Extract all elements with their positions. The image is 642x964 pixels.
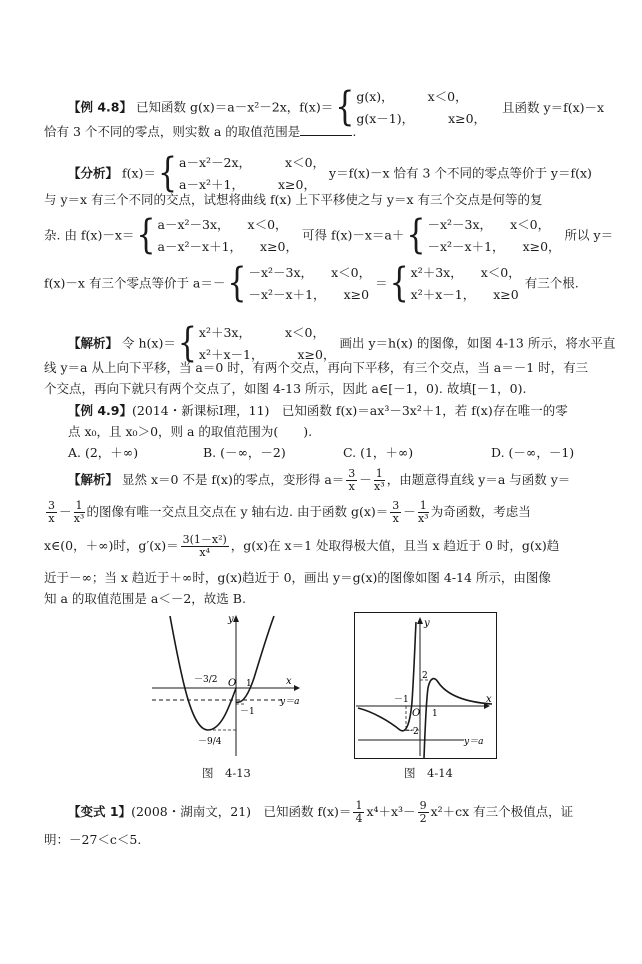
example-text: 恰有 3 个不同的零点，则实数 a 的取值范围是 [44, 124, 301, 139]
brace: { [136, 211, 156, 259]
y-axis-arrow [233, 615, 239, 622]
piece-expr: x²＋3x， [198, 325, 251, 340]
piecewise [179, 152, 325, 196]
brace: { [335, 83, 355, 131]
piece-cond: x＜0， [285, 325, 326, 340]
analysis-line-4 [44, 259, 579, 307]
piecewise [356, 86, 486, 130]
line-label: y＝a [280, 697, 300, 707]
piece-expr: x²＋x－1， [410, 287, 476, 302]
fraction: $\frac{\text{3(1－x²)}}{\text{x⁴}}$ [182, 533, 227, 560]
piece-cond: x＜0， [247, 217, 288, 232]
piece-cond: x＜0， [510, 217, 551, 232]
analysis-text: 杂. 由 f(x)－x＝ [44, 227, 135, 243]
solution-text: 显然 x＝0 不是 f(x)的零点，变形得 a＝ [122, 472, 345, 488]
piece-expr: x²＋3x， [410, 265, 463, 280]
solution-2-line-2 [44, 500, 531, 525]
tick-neg-2: －2 [404, 727, 419, 737]
example-tag: 【例 4.8】 [68, 99, 132, 115]
fraction: $\frac{3}{x}$ [48, 499, 55, 526]
piece-cond: x≥0， [278, 177, 316, 192]
fraction: $\frac{1}{4}$ [355, 799, 363, 826]
piecewise [248, 262, 371, 306]
minus-sign: － [59, 504, 72, 520]
piece-expr: a－x²－2x， [179, 155, 252, 170]
analysis-line-2: 与 y＝x 有三个不同的交点，试想将曲线 f(x) 上下平移使之与 y＝x 有三个交点是何等的复 [44, 192, 543, 207]
solution-text: 令 h(x)＝ [122, 335, 176, 351]
solution-text: 的图像有唯一交点且交点在 y 轴右边. 由于函数 g(x)＝ [86, 504, 389, 520]
piece-expr: a－x²－3x， [157, 217, 230, 232]
fraction: $\frac{1}{\text{x³}}$ [73, 499, 85, 526]
solution-1-line-3: 个交点，再向下就只有两个交点了，如图 4-13 所示，因此 a∈[－1，0). 故填[－1，0). [44, 381, 527, 396]
example-text: 已知函数 g(x)＝a－x²－2x，f(x)＝ [135, 99, 334, 115]
piece-expr: g(x－1)， [356, 111, 415, 126]
tick-one: 1 [432, 709, 438, 719]
brace: { [227, 259, 247, 307]
origin-label: O [228, 678, 237, 689]
piece-cond: x≥0， [260, 239, 298, 254]
solution-text: ，g(x)在 x＝1 处取得极大值，且当 x 趋近于 0 时，g(x)趋 [230, 538, 560, 554]
solution-text: ，由题意得直线 y＝a 与函数 y＝ [386, 472, 571, 488]
option-c: C. (1，＋∞) [343, 445, 414, 460]
origin-label: O [412, 708, 421, 719]
piece-expr: －x²－x＋1， [427, 239, 505, 254]
period: . [352, 124, 357, 139]
piece-expr: a－x²＋1， [179, 177, 244, 192]
piece-cond: x＜0， [331, 265, 372, 280]
x-label: x [286, 676, 292, 687]
piecewise [427, 214, 560, 258]
options-row [68, 445, 574, 461]
curve-right [236, 616, 274, 702]
solution-tag: 【解析】 [68, 335, 119, 351]
variant-text: (2008・湖南文，21) 已知函数 f(x)＝ [131, 804, 352, 820]
fraction: $\frac{1}{\text{x³}}$ [417, 499, 429, 526]
figure-4-13-caption: 图 4-13 [202, 766, 251, 780]
fraction: $\frac{3}{x}$ [348, 467, 356, 494]
piece-cond: x＜0， [480, 265, 521, 280]
minus-sign: － [359, 472, 372, 488]
tick-neg-3-2: －3/2 [194, 675, 218, 685]
piece-expr: －x²－x＋1， [248, 287, 326, 302]
solution-tag: 【解析】 [68, 472, 119, 488]
variant-text: x²＋cx 有三个极值点，证 [430, 804, 574, 820]
line-label: y＝a [464, 737, 484, 747]
analysis-text: 所以 y＝ [564, 227, 614, 243]
analysis-text: 有三个根. [524, 275, 579, 291]
tick-neg-1: －1 [394, 695, 409, 705]
analysis-text: f(x)－x 有三个零点等价于 a＝－ [44, 275, 226, 291]
piece-cond: x＜0， [285, 155, 326, 170]
example-4-8-line-2 [44, 124, 356, 140]
x-label: x [486, 694, 492, 705]
piecewise [158, 214, 299, 258]
piece-cond: x＜0， [427, 89, 468, 104]
analysis-line-1 [68, 149, 592, 197]
tick-two: 2 [422, 671, 428, 681]
example-text: 且函数 y＝f(x)－x [502, 99, 605, 115]
piece-cond: x≥0， [297, 347, 336, 362]
variant-line-2: 明：－27＜c＜5. [44, 832, 142, 847]
piece-cond: x≥0 [343, 287, 370, 302]
brace: { [406, 211, 426, 259]
option-d: D. (－∞，－1) [491, 445, 575, 460]
example-text: (2014・新课标Ⅰ理，11) 已知函数 f(x)＝ax³－3x²＋1，若 f(x)存在唯一的零 [132, 403, 568, 418]
tick-one: 1 [246, 679, 252, 689]
analysis-text: ＝ [375, 275, 388, 291]
piece-cond: x≥0， [448, 111, 487, 126]
piece-expr: x²＋x－1， [198, 347, 264, 362]
piece-expr: g(x)， [356, 89, 394, 104]
analysis-text: y＝f(x)－x 恰有 3 个不同的零点等价于 y＝f(x) [329, 165, 592, 181]
tick-neg-1: －1 [240, 707, 255, 717]
solution-1-line-2: 线 y＝a 从上向下平移，当 a＝0 时，有两个交点，再向下平移，有三个交点，当 a＝－1 时，有三 [44, 360, 589, 375]
piecewise [411, 262, 521, 306]
curve-left [358, 622, 416, 731]
analysis-line-3 [44, 211, 614, 259]
analysis-tag: 【分析】 [68, 165, 119, 181]
fraction: $\frac{9}{2}$ [419, 799, 427, 826]
variant-line-1 [68, 800, 573, 825]
piece-expr: －x²－3x， [427, 217, 493, 232]
figure-4-14-caption: 图 4-14 [404, 766, 453, 780]
piece-cond: x≥0 [493, 287, 519, 302]
x-axis-arrow [294, 685, 300, 691]
solution-2-line-5: 知 a 的取值范围是 a＜－2，故选 B. [44, 591, 246, 606]
analysis-text: f(x)＝ [122, 165, 156, 181]
brace: { [177, 319, 197, 367]
solution-text: x∈(0，＋∞)时，g′(x)＝ [44, 538, 179, 554]
example-4-9-line-1 [68, 403, 568, 419]
fraction: $\frac{1}{\text{x³}}$ [373, 467, 385, 494]
y-axis-arrow [417, 617, 423, 624]
variant-text: x⁴＋x³－ [366, 804, 416, 820]
minus-sign: － [403, 504, 416, 520]
example-4-9-line-2: 点 x₀，且 x₀＞0，则 a 的取值范围为( ). [68, 424, 313, 439]
y-label: y [424, 618, 430, 629]
solution-2-line-3 [44, 534, 559, 559]
piece-expr: a－x²－x＋1， [157, 239, 243, 254]
fraction: $\frac{3}{x}$ [392, 499, 400, 526]
figure-4-13 [148, 612, 308, 760]
analysis-text: 可得 f(x)－x＝a＋ [301, 227, 405, 243]
brace: { [157, 149, 178, 197]
variant-tag: 【变式 1】 [68, 804, 132, 820]
solution-text: 画出 y＝h(x) 的图像，如图 4-13 所示，将水平直 [339, 335, 616, 351]
piece-expr: －x²－3x， [248, 265, 314, 280]
answer-blank [300, 135, 352, 136]
solution-text: 为奇函数，考虑当 [430, 504, 531, 520]
option-b: B. (－∞，－2) [203, 445, 286, 460]
example-tag: 【例 4.9】 [68, 403, 132, 418]
piece-cond: x≥0， [522, 239, 561, 254]
tick-neg-9-4: －9/4 [198, 737, 222, 747]
brace: { [389, 259, 409, 307]
y-label: y [228, 614, 234, 625]
option-a: A. (2，＋∞) [68, 445, 139, 460]
curve-left [170, 616, 236, 730]
solution-2-line-4: 近于－∞；当 x 趋近于＋∞时，g(x)趋近于 0，画出 y＝g(x)的图像如图 4-14 所示，由图像 [44, 570, 551, 585]
figure-4-14 [354, 612, 504, 760]
solution-2-line-1 [68, 468, 570, 493]
